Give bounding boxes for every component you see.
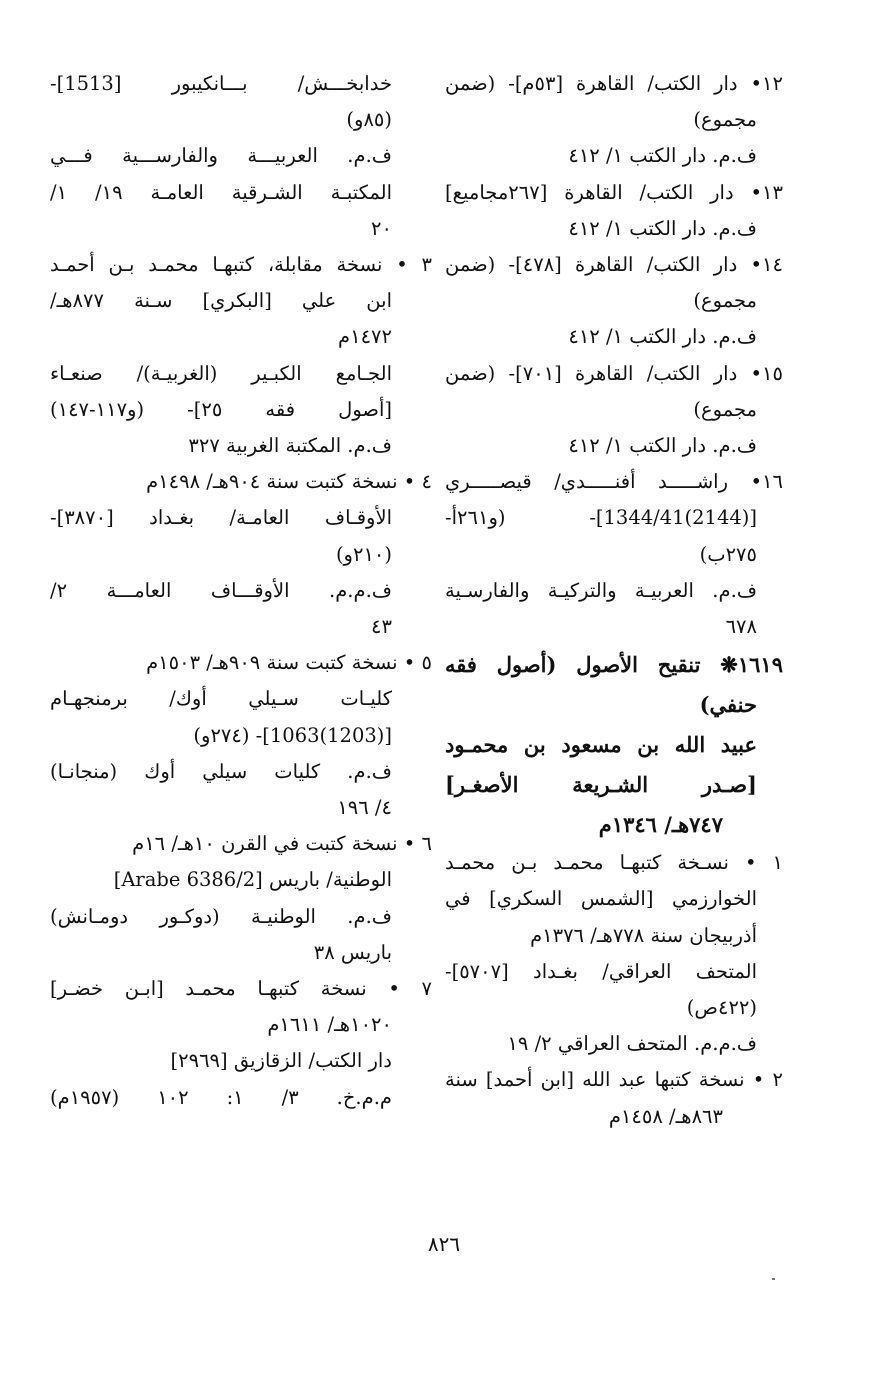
entry-line: ٦٧٨ xyxy=(725,615,757,639)
entry-line: ٣ • نسخة مقابلة، كتبهـا محمـد بـن أحمـد xyxy=(50,253,432,277)
entry-line: الأوقـاف العامـة/ بغـداد [٣٨٧٠]- xyxy=(50,506,392,530)
entry-2-continued xyxy=(50,66,392,247)
entry-line: ٦ • نسخة كتبت في القرن ١٠هـ/ ١٦م xyxy=(132,832,432,856)
entry-line: ١٦• راشـــــد أفنـــــدي/ قيصـــــري xyxy=(445,470,783,494)
entry-5 xyxy=(50,645,432,826)
entry-line: ف.م. دار الكتب ١/ ٤١٢ xyxy=(568,144,757,168)
entry-line: [(1203)1063]- (٢٧٤و) xyxy=(193,723,392,747)
right-column xyxy=(445,66,783,1135)
page-number: ٨٢٦ xyxy=(427,1232,461,1256)
entry-line: (٨٥و) xyxy=(346,108,392,132)
entry-line: ابن علي [البكري] سـنة ٨٧٧هـ/ xyxy=(50,289,392,313)
entry-line: أذربيجان سنة ٧٧٨هـ/ ١٣٧٦م xyxy=(530,923,757,947)
entry-line: ٧ • نسخة كتبهـا محمـد [ابـن خضـر] xyxy=(50,977,432,1001)
entry-line: ١٠٢٠هـ/ ١٦١١م xyxy=(267,1013,392,1037)
entry-1 xyxy=(445,845,783,1062)
entry-line: ٢٠ xyxy=(371,216,392,240)
entry-author: عبيد الله بن مسعود بن محمـود xyxy=(445,732,757,758)
entry-line: ف.م. دار الكتب ١/ ٤١٢ xyxy=(568,325,757,349)
entry-line: ١٣• دار الكتب/ القاهرة [٢٦٧مجاميع] xyxy=(445,180,783,204)
entry-line: ١٤٧٢م xyxy=(338,325,392,349)
entry-6 xyxy=(50,826,432,971)
entry-line: ٤ • نسخة كتبت سنة ٩٠٤هـ/ ١٤٩٨م xyxy=(146,470,432,494)
entry-line: م.م.خ. ٣/ ١: ١٠٢ (١٩٥٧م) xyxy=(50,1085,392,1109)
entry-line: ٢ • نسخة كتبها عبد الله [ابن أحمد] سنة xyxy=(445,1068,783,1092)
entry-line: ف.م. العربيـة والتركيـة والفارسـية xyxy=(445,578,757,602)
entry-line: ف.م. الوطنيـة (دوكـور دومـانش) xyxy=(50,904,392,928)
entry-line: ٨٦٣هـ/ ١٤٥٨م xyxy=(608,1104,723,1128)
entry-author: [صـدر الشـريعة الأصغـر] xyxy=(445,772,757,798)
entry-line: ٥ • نسخة كتبت سنة ٩٠٩هـ/ ١٥٠٣م xyxy=(146,651,432,675)
entry-4 xyxy=(50,464,432,645)
entry-line: الخوارزمي [الشمس السكري] في xyxy=(445,887,757,911)
entry-line: الجـامع الكبـير (الغربيـة)/ صنعـاء xyxy=(50,361,392,385)
entry-line: كليـات سـيلي أوك/ برمنجهـام xyxy=(50,687,392,711)
entry-line: ف.م.م. المتحف العراقي ٢/ ١٩ xyxy=(507,1032,757,1056)
entry-13 xyxy=(445,175,783,247)
entry-line: ف.م. دار الكتب ١/ ٤١٢ xyxy=(568,216,757,240)
entry-line: ١ • نسـخة كتبهـا محمـد بـن محمـد xyxy=(445,851,783,875)
entry-line: باريس ٣٨ xyxy=(313,940,392,964)
entry-3 xyxy=(50,247,432,464)
entry-title: ١٦١٩❋ تنقيح الأصول (أصول فقه xyxy=(445,652,783,678)
entry-line: [(2144)1344/41]- (و٢٦١أ- xyxy=(445,506,757,530)
entry-14 xyxy=(445,247,783,356)
entry-15 xyxy=(445,356,783,465)
entry-1619-heading xyxy=(445,645,783,845)
entry-line: المكتبـة الشـرقية العامـة ١٩/ ١/ xyxy=(50,180,392,204)
entry-line: مجموع) xyxy=(693,108,757,132)
entry-line: ١٢• دار الكتب/ القاهرة [٥٣م]- (ضمن xyxy=(445,72,783,95)
scan-speck xyxy=(772,1278,775,1280)
entry-line: ٤٣ xyxy=(371,615,392,639)
entry-line: [أصول فقه ٢٥]- (و١١٧-١٤٧) xyxy=(50,397,392,421)
entry-line: ٤/ ١٩٦ xyxy=(337,796,392,820)
entry-line: ف.م. العربيـــة والفارســـية فـــي xyxy=(50,144,392,168)
entry-16 xyxy=(445,464,783,645)
entry-line: ١٤• دار الكتب/ القاهرة [٤٧٨]- (ضمن xyxy=(445,253,783,277)
entry-line: ف.م.م. الأوقـــاف العامـــة ٢/ xyxy=(50,578,392,602)
entry-line: مجموع) xyxy=(693,397,757,421)
entry-line: ٢٧٥ب) xyxy=(699,542,757,566)
entry-7 xyxy=(50,971,432,1116)
entry-line: ١٥• دار الكتب/ القاهرة [٧٠١]- (ضمن xyxy=(445,361,783,385)
entry-line: المتحف العراقي/ بغـداد [٥٧٠٧]- xyxy=(445,959,757,983)
entry-date: ٧٤٧هـ/ ١٣٤٦م xyxy=(598,812,723,838)
entry-line: مجموع) xyxy=(693,289,757,313)
entry-2 xyxy=(445,1062,783,1134)
entry-line: الوطنية/ باريس [Arabe 6386/2] xyxy=(113,868,392,892)
entry-12 xyxy=(445,66,783,175)
left-column xyxy=(50,66,432,1116)
entry-line: ف.م. كليات سيلي أوك (منجانـا) xyxy=(50,759,392,783)
entry-line: ف.م. دار الكتب ١/ ٤١٢ xyxy=(568,434,757,458)
entry-line: (٢١٠و) xyxy=(335,542,392,566)
entry-line: دار الكتب/ الزقازيق [٢٩٦٩] xyxy=(170,1049,392,1073)
entry-line: ف.م. المكتبة الغربية ٣٢٧ xyxy=(188,434,392,458)
entry-line: خدابخـــش/ بـــانكيبور [1513]- xyxy=(50,72,392,95)
entry-line: (٤٢٢ص) xyxy=(686,996,757,1020)
entry-title: حنفي) xyxy=(699,692,757,718)
